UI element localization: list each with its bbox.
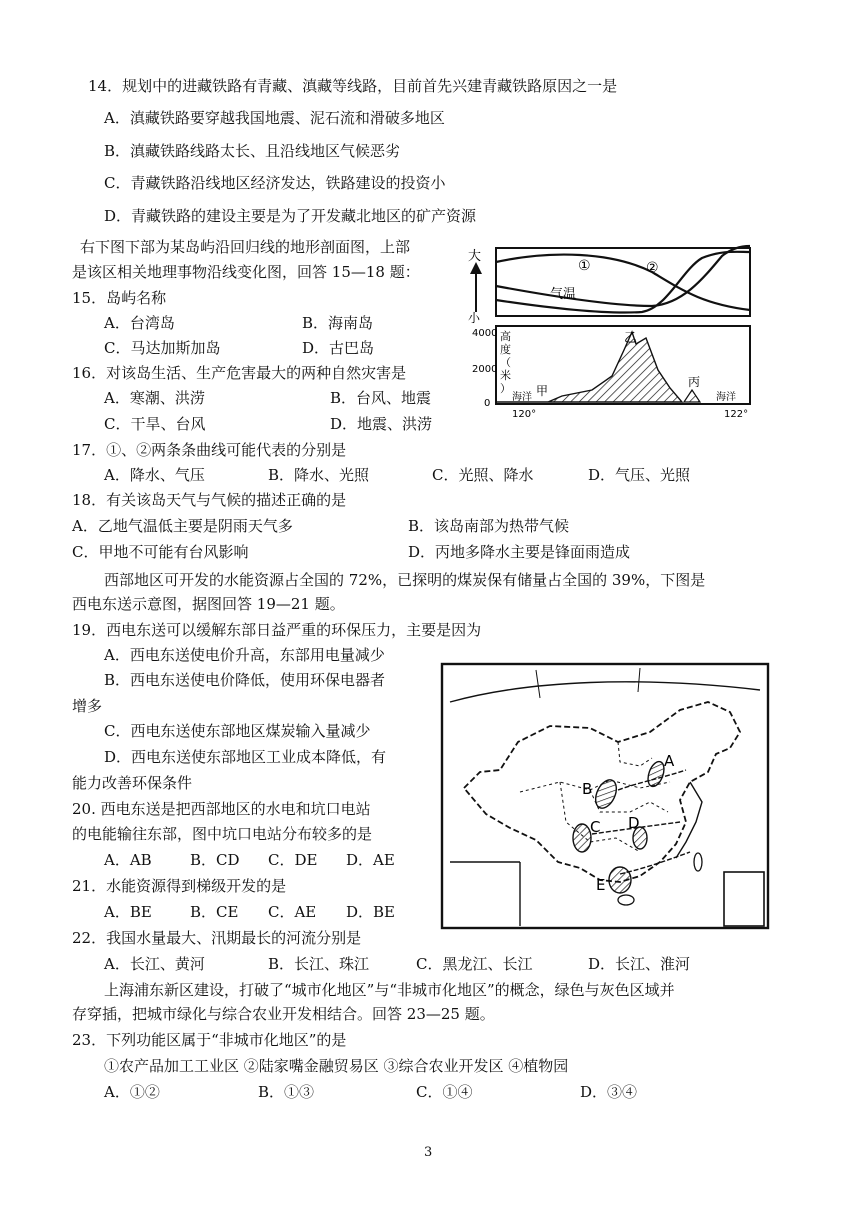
q19-option-c: C．西电东送使东部地区煤炭输入量减少 xyxy=(104,722,371,740)
y-tick-2000: 2000 xyxy=(472,364,498,375)
temperature-label: 气温 xyxy=(550,287,577,302)
label-jia: 甲 xyxy=(536,384,549,398)
q17-option-b: B．降水、光照 xyxy=(268,466,370,484)
label-b: B xyxy=(582,780,593,798)
q22-option-b: B．长江、珠江 xyxy=(268,955,370,973)
q18-option-a: A．乙地气温低主要是阴雨天气多 xyxy=(72,517,293,535)
curve-2-label: ② xyxy=(646,260,659,276)
label-yi: 乙 xyxy=(624,331,638,346)
q15-option-c: C．马达加斯加岛 xyxy=(104,339,221,357)
q21-option-a: A．BE xyxy=(104,903,152,921)
q19-stem: 19．西电东送可以缓解东部日益严重的环保压力，主要是因为 xyxy=(72,621,482,639)
intro-23-line1: 上海浦东新区建设，打破了“城市化地区”与“非城市化地区”的概念，绿色与灰色区域并 xyxy=(104,981,675,999)
y-label-5: ） xyxy=(500,382,511,395)
q15-stem: 15．岛屿名称 xyxy=(72,289,167,307)
intro-19-line1: 西部地区可开发的水能资源占全国的 72%，已探明的煤炭保有储量占全国的 39%，下图是 xyxy=(104,571,706,589)
page-number: 3 xyxy=(424,1145,433,1160)
q20-option-a: A．AB xyxy=(104,851,152,869)
q14-option-d: D．青藏铁路的建设主要是为了开发藏北地区的矿产资源 xyxy=(104,207,477,225)
curve-1 xyxy=(496,255,750,310)
q21-stem: 21．水能资源得到梯级开发的是 xyxy=(72,877,287,895)
label-small: 小 xyxy=(468,311,481,325)
label-bing: 丙 xyxy=(688,375,701,389)
region-c xyxy=(573,824,591,852)
q14-option-a: A．滇藏铁路要穿越我国地震、泥石流和滑破多地区 xyxy=(104,109,445,127)
q19-option-d-line1: D．西电东送使东部地区工业成本降低，有 xyxy=(104,748,387,766)
q23-option-d: D．③④ xyxy=(580,1083,638,1101)
x-tick-122: 122° xyxy=(724,409,749,420)
intro-15-line2: 是该区相关地理事物沿线变化图，回答 15—18 题： xyxy=(72,263,420,281)
q21-option-d: D．BE xyxy=(346,903,395,921)
intro-15-line1: 右下图下部为某岛屿沿回归线的地形剖面图，上部 xyxy=(80,238,411,256)
q18-option-c: C．甲地不可能有台风影响 xyxy=(72,543,249,561)
q19-option-b-line2: 增多 xyxy=(72,697,103,715)
q15-option-a: A．台湾岛 xyxy=(104,314,175,332)
q20-option-c: C．DE xyxy=(268,851,318,869)
label-big: 大 xyxy=(468,249,482,264)
sea-left-label: 海洋 xyxy=(512,392,532,403)
q22-option-c: C．黑龙江、长江 xyxy=(416,955,533,973)
q17-option-a: A．降水、气压 xyxy=(104,466,205,484)
q16-option-b: B．台风、地震 xyxy=(330,389,432,407)
q14-option-b: B．滇藏铁路线路太长、且沿线地区气候恶劣 xyxy=(104,142,401,160)
y-tick-4000: 4000 xyxy=(472,328,498,339)
y-label-3: （ xyxy=(500,356,511,369)
q15-option-d: D．古巴岛 xyxy=(302,339,375,357)
q16-option-d: D．地震、洪涝 xyxy=(330,415,433,433)
q23-items: ①农产品加工工业区 ②陆家嘴金融贸易区 ③综合农业开发区 ④植物园 xyxy=(104,1057,569,1075)
sea-right-label: 海洋 xyxy=(716,392,736,403)
label-c: C xyxy=(590,818,601,836)
q14-stem: 14．规划中的进藏铁路有青藏、滇藏等线路，目前首先兴建青藏铁路原因之一是 xyxy=(88,77,618,95)
q20-stem-line1: 20. 西电东送是把西部地区的水电和坑口电站 xyxy=(72,800,371,818)
y-label-2: 度 xyxy=(500,343,511,356)
q16-stem: 16．对该岛生活、生产危害最大的两种自然灾害是 xyxy=(72,364,407,382)
q20-option-b: B．CD xyxy=(190,851,240,869)
q18-option-d: D．丙地多降水主要是锋面雨造成 xyxy=(408,543,631,561)
q17-option-c: C．光照、降水 xyxy=(432,466,534,484)
q19-option-a: A．西电东送使电价升高，东部用电量减少 xyxy=(104,646,385,664)
y-tick-0: 0 xyxy=(484,398,491,409)
label-d: D xyxy=(628,814,640,832)
intro-19-line2: 西电东送示意图，据图回答 19—21 题。 xyxy=(72,595,345,613)
q23-stem: 23．下列功能区属于“非城市化地区”的是 xyxy=(72,1031,347,1049)
q17-stem: 17．①、②两条条曲线可能代表的分别是 xyxy=(72,441,347,459)
q18-option-b: B．该岛南部为热带气候 xyxy=(408,517,570,535)
q22-option-d: D．长江、淮河 xyxy=(588,955,691,973)
east-hill xyxy=(684,390,700,402)
q23-option-a: A．①② xyxy=(104,1083,160,1101)
q18-stem: 18．有关该岛天气与气候的描述正确的是 xyxy=(72,491,347,509)
q21-option-c: C．AE xyxy=(268,903,317,921)
q19-option-b-line1: B．西电东送使电价降低，使用环保电器者 xyxy=(104,671,386,689)
q16-option-c: C．干旱、台风 xyxy=(104,415,206,433)
q23-option-c: C．①④ xyxy=(416,1083,473,1101)
q20-stem-line2: 的电能输往东部，图中坑口电站分布较多的是 xyxy=(72,825,373,843)
label-e: E xyxy=(596,876,606,894)
label-a: A xyxy=(664,752,675,770)
y-label-4: 米 xyxy=(500,369,511,382)
curve-1-label: ① xyxy=(578,258,591,274)
island-profile-figure xyxy=(452,240,762,420)
q23-option-b: B．①③ xyxy=(258,1083,315,1101)
q17-option-d: D．气压、光照 xyxy=(588,466,691,484)
q22-option-a: A．长江、黄河 xyxy=(104,955,205,973)
q14-option-c: C．青藏铁路沿线地区经济发达，铁路建设的投资小 xyxy=(104,174,446,192)
q21-option-b: B．CE xyxy=(190,903,239,921)
q15-option-b: B．海南岛 xyxy=(302,314,374,332)
region-e xyxy=(609,867,631,893)
q22-stem: 22．我国水量最大、汛期最长的河流分别是 xyxy=(72,929,362,947)
q16-option-a: A．寒潮、洪涝 xyxy=(104,389,205,407)
island-terrain xyxy=(548,332,682,402)
x-tick-120: 120° xyxy=(512,409,537,420)
q19-option-d-line2: 能力改善环保条件 xyxy=(72,774,193,792)
q20-option-d: D．AE xyxy=(346,851,395,869)
y-label-1: 高 xyxy=(500,330,511,343)
intro-23-line2: 存穿插，把城市绿化与综合农业开发相结合。回答 23—25 题。 xyxy=(72,1005,495,1023)
china-map-figure xyxy=(440,662,770,930)
